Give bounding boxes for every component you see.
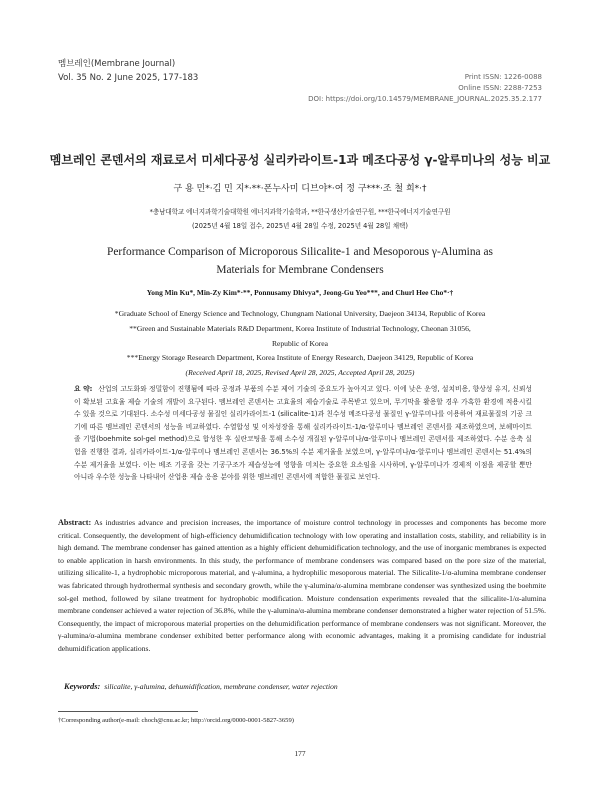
- korean-affiliations: *충남대학교 에너지과학기술대학원 에너지과학기술학과, **한국생산기술연구원, ***한국에너지기술연구원: [149, 208, 451, 216]
- english-abstract: [58, 517, 546, 656]
- keywords-text: silicalite, γ-alumina, dehumidification, membrane condenser, water rejection: [104, 682, 338, 691]
- affiliation-2-cont: Republic of Korea: [271, 338, 329, 348]
- english-abstract-text: As industries advance and precision increases, the importance of moisture control technology in processes and components has become more critical. Consequently, the development of high-efficiency dehumidification technology with low operating and installation costs, stability, and reliability is in high demand. The membrane condenser has gained attention as a highly efficient dehumidification technology, and the use of inorganic membranes is expected to enable application in harsh environments. In this study, the performance of membrane condensers was compared based on the pore size of the material, utilizing silicalite-1, a hydrophobic microporous material, and γ-alumina, a hydrophilic mesoporous material. The Silicalite-1/α-alumina membrane condenser was fabricated through hydrothermal synthesis and secondary growth, while the γ-alumina/α-alumina membrane condenser was synthesized using the boehmite sol-gel method, followed by silane treatment for hydrophobic modification. Moisture condensation experiments revealed that the silicalite-1/α-alumina membrane condenser achieved a water rejection of 36.8%, while the γ-alumina/α-alumina membrane condenser demonstrated a higher water rejection of 51.5%. Consequently, the impact of microporous material properties on the dehumidification performance of membrane condensers was not significant. Moreover, the γ-alumina/α-alumina membrane condenser exhibited better performance along with economic advantages, making it a promising candidate for industrial dehumidification applications.: [58, 518, 546, 653]
- english-title: [0, 243, 600, 279]
- affiliation-2: **Green and Sustainable Materials R&D Department, Korea Institute of Industrial Technology, Cheonan 31056,: [129, 323, 471, 333]
- english-abstract-label: Abstract:: [58, 518, 92, 527]
- english-title-line-1: Performance Comparison of Microporous Silicalite-1 and Mesoporous γ-Alumina as: [107, 246, 493, 258]
- affiliation-1: *Graduate School of Energy Science and Technology, Chungnam National University, Daejeon 34134, Republic of Korea: [114, 309, 486, 318]
- english-authors: Yong Min Ku*, Min-Zy Kim*·**, Ponnusamy Dhivya*, Jeong-Gu Yeo***, and Churl Hee Cho*·†: [146, 288, 454, 297]
- korean-abstract-label: 요 약:: [74, 385, 93, 393]
- korean-title: 멤브레인 콘덴서의 재료로서 미세다공성 실리카라이트-1과 메조다공성 γ-알루미나의 성능 비교: [49, 153, 551, 167]
- journal-volume: Vol. 35 No. 2 June 2025, 177-183: [58, 73, 199, 83]
- keywords: [64, 682, 338, 691]
- korean-abstract-text: 산업의 고도화와 정밀함이 진행됨에 따라 공정과 부품의 수분 제어 기술의 중요도가 높아지고 있다. 이에 낮은 운영, 설치비용, 향상성 유지, 신뢰성이 확보된 고효율 제습 기술의 개발이 요구된다. 멤브레인 콘덴서는 고효율의 제습기술로 주목받고 있으며, 무기막을 활용할 경우 가혹한 환경에 적용시킬 수 있을 것으로 기대된다. 소수성 미세다공성 물질인 실리카라이트-1 (silicalite-1)과 친수성 메조다공성 물질인 γ-알루미나를 이용하여 재료물질의 기공 크기에 따른 멤브레인 콘덴서의 성능을 비교하였다. 수열합성 및 이차성장을 통해 실리카라이트-1/α-알루미나 멤브레인 콘덴서를 제조하였으며, 보헤마이트 졸 기법(boehmite sol-gel method)으로 합성한 후 실란코팅을 통해 소수성 개질된 γ-알루미나/α-알루미나 멤브레인 콘덴서를 제조하였다. 수분 응축 실험을 진행한 결과, 실리카라이트-1/α-알루미나 멤브레인 콘덴서는 36.5%의 수분 제거율을 보였으며, γ-알루미나/α-알루미나 멤브레인 콘덴서는 51.4%의 수분 제거율을 보였다. 이는 베조 기공을 갖는 기공구조가 제습성능에 영향을 미치는 중요한 요소임을 시사하며, γ-알루미나가 경제적 이점을 제공할 뿐만 아니라 우수한 성능을 나타내어 산업용 제습 응용 분야를 위한 멤브레인 콘덴서에 적합한 물질로 보인다.: [74, 385, 532, 482]
- keywords-label: Keywords:: [64, 682, 101, 691]
- online-issn: Online ISSN: 2288-7253: [458, 84, 542, 92]
- page-number: 177: [294, 749, 306, 758]
- english-dates: (Received April 18, 2025, Revised April 28, 2025, Accepted April 28, 2025): [185, 368, 415, 378]
- korean-authors: 구 용 민*·김 민 지*·**·폰누사미 디브야*·여 정 구***·조 철 희*·†: [173, 184, 427, 194]
- korean-abstract: [74, 383, 532, 484]
- english-affiliations: [0, 307, 600, 381]
- english-title-line-2: Materials for Membrane Condensers: [216, 264, 384, 276]
- doi-link[interactable]: DOI: https://doi.org/10.14579/MEMBRANE_JOURNAL.2025.35.2.177: [308, 95, 542, 103]
- journal-name: 멤브레인(Membrane Journal): [58, 59, 176, 69]
- affiliation-3: ***Energy Storage Research Department, Korea Institute of Energy Research, Daejeon 34129, Republic of Korea: [126, 353, 474, 363]
- print-issn: Print ISSN: 1226-0088: [464, 73, 542, 81]
- corresponding-author-footnote: †Corresponding author(e-mail: choch@cnu.ac.kr; http://orcid.org/0000-0001-5827-3659): [58, 717, 294, 724]
- footnote-rule: [58, 711, 198, 712]
- korean-dates: (2025년 4월 18일 접수, 2025년 4월 28일 수정, 2025년 4월 28일 채택): [191, 222, 409, 230]
